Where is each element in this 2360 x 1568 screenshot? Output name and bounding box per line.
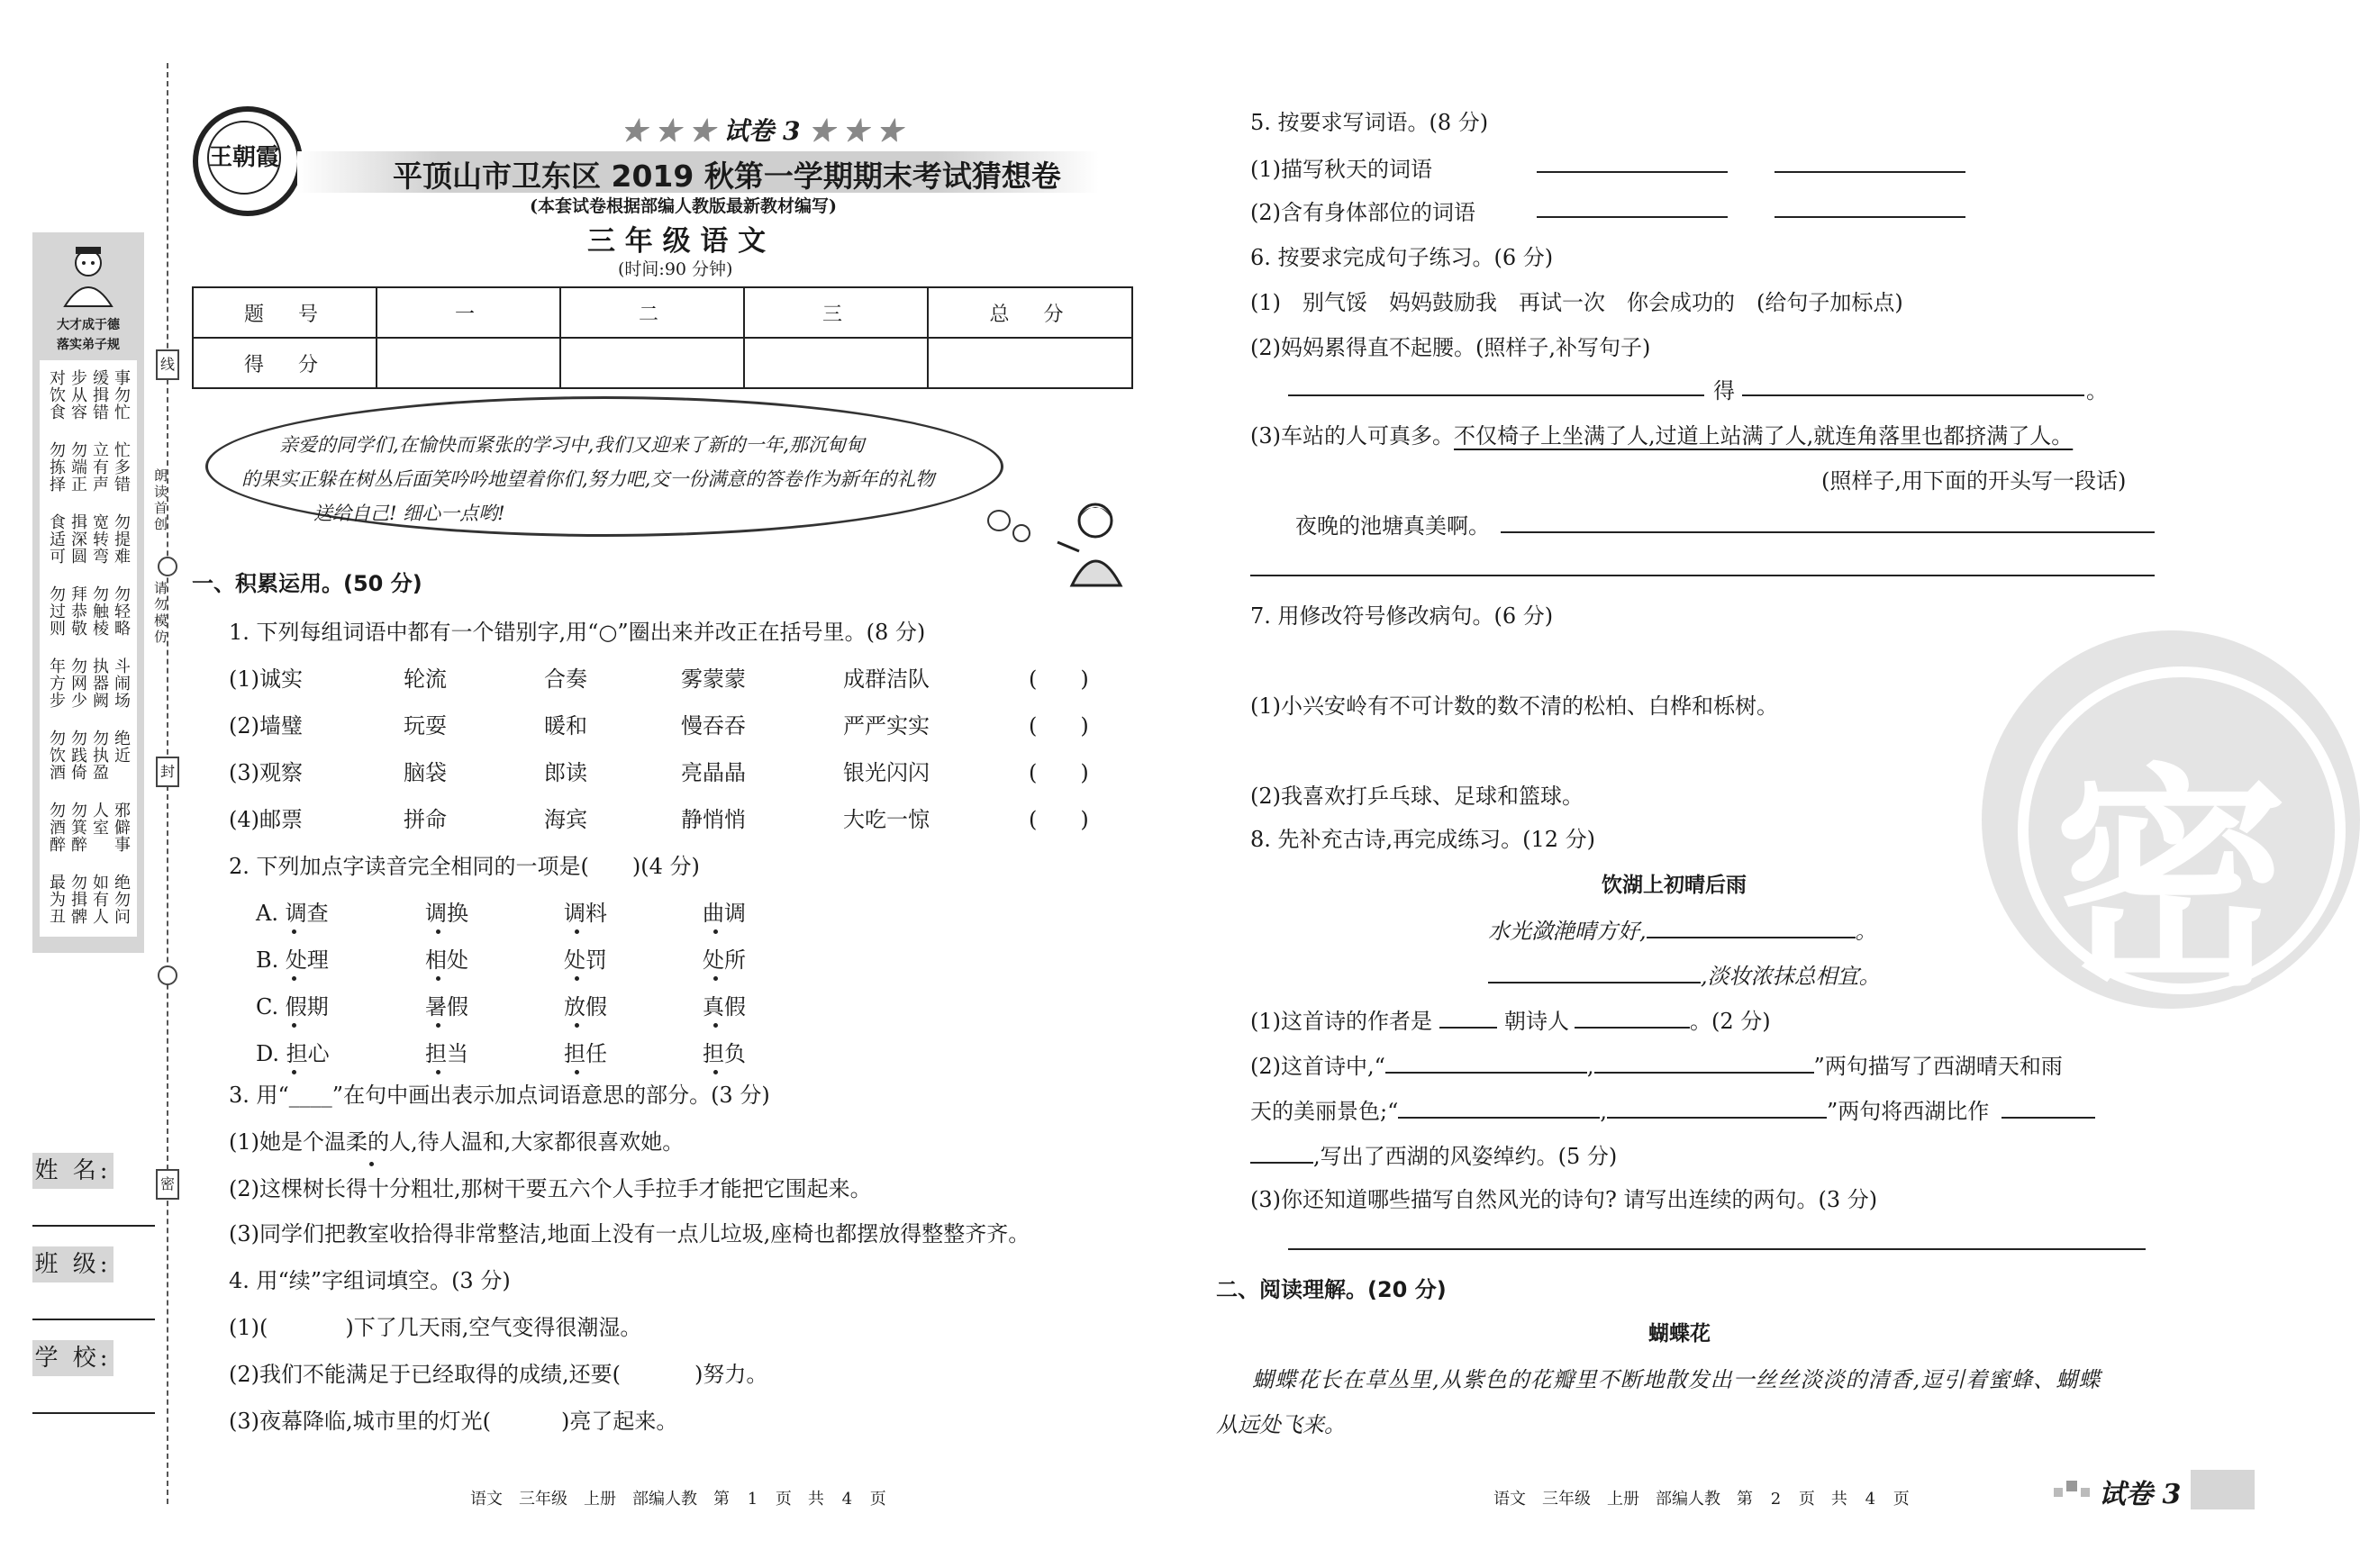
- answer-parentheses[interactable]: ( ): [1029, 807, 1089, 832]
- page-2-footer: 语文 三年级 上册 部编人教 第 2 页 共 4 页: [1493, 1490, 1910, 1509]
- motto-column: 勿酒醉: [47, 802, 66, 853]
- binding-char-seal: 封: [156, 757, 179, 787]
- q1-word[interactable]: 合奏: [544, 666, 587, 692]
- q2-option-word: 担任: [564, 1041, 607, 1066]
- q2-option-word: 放假: [564, 994, 607, 1020]
- score-input-cell[interactable]: [928, 338, 1132, 388]
- question-4: 4. 用“续”字组词填空。(3 分): [229, 1268, 511, 1293]
- answer-blank[interactable]: [621, 1358, 694, 1382]
- question-3: 3. 用“____”在句中画出表示加点词语意思的部分。(3 分): [229, 1083, 770, 1108]
- motto-column: 勿践倚: [68, 730, 87, 781]
- q1-word[interactable]: 大吃一惊: [843, 807, 930, 832]
- answer-line[interactable]: [1288, 1248, 2146, 1250]
- series-label: ★ ★ ★ 试卷 3 ★ ★ ★: [622, 116, 903, 146]
- q1-word[interactable]: 郎读: [544, 760, 587, 785]
- score-cell: 总 分: [928, 287, 1132, 338]
- corner-label: 试卷 3: [2099, 1479, 2182, 1510]
- motto-column: 勿触棱: [90, 585, 109, 637]
- emphasis-dot: [575, 929, 579, 934]
- q2-option-word[interactable]: C. 假期: [256, 994, 329, 1020]
- exam-note: (本套试卷根据部编人教版最新教材编写): [530, 196, 837, 216]
- question-8-item-2-end: ,写出了西湖的风姿绰约。(5 分): [1250, 1138, 1617, 1170]
- emphasis-dot: [436, 976, 440, 981]
- question-6-item-2-end: 。: [2086, 378, 2108, 403]
- score-cell: 三: [744, 287, 928, 338]
- logo-text: 王朝霞: [207, 121, 281, 195]
- exam-time: (时间:90 分钟): [618, 259, 733, 279]
- q2-option-word: 担当: [425, 1041, 468, 1066]
- emphasis-dot: [713, 1023, 718, 1028]
- class-line[interactable]: [32, 1319, 155, 1320]
- score-value-row: [193, 338, 1132, 388]
- motto-column: 勿拣择: [47, 441, 66, 493]
- subject-title: 三 年 级 语 文: [587, 225, 767, 258]
- answer-parentheses[interactable]: ( ): [1029, 713, 1089, 739]
- question-5: 5. 按要求写词语。(8 分): [1250, 110, 1489, 135]
- emphasis-dot: [436, 1023, 440, 1028]
- q2-option-word: 暑假: [425, 994, 468, 1020]
- motto-column: 如有人: [90, 874, 109, 925]
- q2-option-word: 担负: [703, 1041, 746, 1066]
- motto-column: 最为丑: [47, 874, 66, 925]
- binding-hole: [158, 557, 177, 576]
- page-1-footer: 语文 三年级 上册 部编人教 第 1 页 共 4 页: [470, 1490, 886, 1509]
- emphasis-dot: [713, 929, 718, 934]
- q2-option-word[interactable]: B. 处理: [256, 947, 329, 973]
- q2-option-word: 调换: [425, 901, 468, 926]
- section-1-heading: 一、积累运用。(50 分): [192, 571, 422, 596]
- motto-column: 对饮食: [47, 369, 66, 421]
- motto-column: 斗闹场: [112, 657, 131, 709]
- answer-blank[interactable]: [1594, 1048, 1814, 1074]
- question-6: 6. 按要求完成句子练习。(6 分): [1250, 245, 1554, 270]
- q1-word[interactable]: (1)诚实: [229, 666, 303, 692]
- answer-line[interactable]: [1775, 216, 1965, 218]
- emphasis-dot: [292, 976, 296, 981]
- question-8-item-1: (1)这首诗的作者是 朝诗人 。(2 分): [1250, 1003, 1771, 1035]
- cloud-bubble: [1012, 524, 1030, 542]
- binding-note-2: 请勿模仿: [152, 581, 168, 646]
- q1-word[interactable]: 成群洁队: [843, 666, 930, 692]
- emphasis-dot: [713, 1070, 718, 1074]
- motto-heading-1: 大才成于德: [57, 318, 120, 332]
- motto-column: 步从容: [68, 369, 87, 421]
- question-4-item-2: (2)我们不能满足于已经取得的成绩,还要( )努力。: [229, 1356, 767, 1388]
- q2-option-word: 处所: [703, 947, 746, 973]
- motto-column: 年方步: [47, 657, 66, 709]
- score-input-cell[interactable]: [744, 338, 928, 388]
- q1-word[interactable]: 严严实实: [843, 713, 930, 739]
- question-7-item-1[interactable]: (1)小兴安岭有不可计数的数不清的松柏、白桦和栎树。: [1250, 693, 1778, 719]
- q1-word[interactable]: (4)邮票: [229, 807, 303, 832]
- motto-column: 绝近: [112, 730, 131, 764]
- motto-column: 人室: [90, 802, 109, 836]
- q2-option-word: 曲调: [703, 901, 746, 926]
- answer-blank[interactable]: [491, 1405, 561, 1428]
- answer-line[interactable]: [1742, 394, 2084, 396]
- q2-option-word[interactable]: D. 担心: [256, 1041, 330, 1066]
- q1-word[interactable]: 暖和: [544, 713, 587, 739]
- answer-blank[interactable]: [1385, 1048, 1587, 1074]
- q2-option-word[interactable]: A. 调查: [256, 901, 329, 926]
- poem-title: 饮湖上初晴后雨: [1602, 874, 1747, 897]
- q1-word[interactable]: 亮晶晶: [681, 760, 746, 785]
- exam-title: 平顶山市卫东区 2019 秋第一学期期末考试猜想卷: [393, 159, 1061, 194]
- motto-column: 勿箕醉: [68, 802, 87, 853]
- answer-blank[interactable]: [268, 1311, 345, 1335]
- answer-blank[interactable]: [2001, 1093, 2095, 1119]
- motto-column: 绝勿问: [112, 874, 131, 925]
- corner-tag: [2054, 1470, 2255, 1509]
- poem-line-2: ,淡妆浓抹总相宜。: [1488, 958, 1881, 990]
- school-line[interactable]: [32, 1412, 155, 1414]
- q1-word[interactable]: 拼命: [404, 807, 447, 832]
- intro-line-1: 亲爱的同学们,在愉快而紧张的学习中,我们又迎来了新的一年,那沉甸甸: [279, 434, 866, 456]
- score-table: [192, 286, 1133, 389]
- motto-column: 勿端正: [68, 441, 87, 493]
- motto-column: 勿网少: [68, 657, 87, 709]
- answer-line[interactable]: [1537, 216, 1728, 218]
- motto-column: 忙多错: [112, 441, 131, 493]
- passage-line-1: 蝴蝶花长在草丛里,从紫色的花瓣里不断地散发出一丝丝淡淡的清香,逗引着蜜蜂、蝴蝶: [1252, 1367, 2101, 1392]
- motto-column: 缓揖错: [90, 369, 109, 421]
- emphasis-dot: [292, 929, 296, 934]
- q1-word[interactable]: 银光闪闪: [843, 760, 930, 785]
- passage-title: 蝴蝶花: [1648, 1322, 1711, 1346]
- motto-column: 勿执盈: [90, 730, 109, 781]
- intro-line-3: 送给自己! 细心一点哟!: [313, 503, 505, 524]
- question-6-item-3-start: 夜晚的池塘真美啊。: [1295, 513, 1490, 539]
- cloud-bubble: [987, 510, 1011, 531]
- q1-word[interactable]: 雾蒙蒙: [681, 666, 746, 692]
- section-2-heading: 二、阅读理解。(20 分): [1216, 1277, 1447, 1302]
- answer-line[interactable]: [1288, 394, 1704, 396]
- motto-column: 揖深圆: [68, 513, 87, 565]
- q1-word[interactable]: (2)墙璧: [229, 713, 303, 739]
- q1-word[interactable]: 海宾: [544, 807, 587, 832]
- answer-line[interactable]: [1250, 575, 2155, 576]
- answer-parentheses[interactable]: ( ): [1029, 666, 1089, 692]
- question-1: 1. 下列每组词语中都有一个错别字,用“○”圈出来并改正在括号里。(8 分): [229, 620, 926, 645]
- motto-column: 勿轻略: [112, 585, 131, 637]
- question-5-item-1: (1)描写秋天的词语: [1250, 157, 1432, 182]
- intro-line-2: 的果实正躲在树丛后面笑吟吟地望着你们,努力吧,交一份满意的答卷作为新年的礼物: [241, 468, 935, 490]
- motto-column: 勿饮酒: [47, 730, 66, 781]
- motto-column: 拜恭敬: [68, 585, 87, 637]
- motto-column: 邪僻事: [112, 802, 131, 853]
- question-8-item-2: (2)这首诗中,“ , ”两句描写了西湖晴天和雨: [1250, 1048, 2063, 1080]
- q1-word[interactable]: 静悄悄: [681, 807, 746, 832]
- poem-blank[interactable]: [1647, 913, 1856, 938]
- score-input-cell[interactable]: [560, 338, 744, 388]
- binding-hole: [158, 965, 177, 985]
- girl-illustration: [1052, 497, 1126, 587]
- question-3-item-3[interactable]: (3)同学们把教室收拾得非常整洁,地面上没有一点儿垃圾,座椅也都摆放得整整齐齐。: [229, 1221, 1030, 1246]
- question-4-item-3: (3)夜幕降临,城市里的灯光( )亮了起来。: [229, 1403, 677, 1435]
- question-8-item-2-cont: 天的美丽景色;“ , ”两句将西湖比作: [1250, 1093, 2095, 1125]
- emphasis-dot: [436, 929, 440, 934]
- motto-heading-2: 落实弟子规: [57, 338, 120, 352]
- q2-option-word: 真假: [703, 994, 746, 1020]
- answer-blank[interactable]: [1439, 1003, 1497, 1029]
- motto-column: 宽转弯: [90, 513, 109, 565]
- class-label: 班 级:: [32, 1246, 113, 1282]
- answer-line[interactable]: [1501, 531, 2155, 533]
- question-8-item-3: (3)你还知道哪些描写自然风光的诗句? 请写出连续的两句。(3 分): [1250, 1187, 1878, 1212]
- scholar-illustration: [52, 241, 124, 308]
- question-6-item-3-instruction: (照样子,用下面的开头写一段话): [1821, 468, 2127, 494]
- answer-parentheses[interactable]: ( ): [1029, 760, 1089, 785]
- question-8: 8. 先补充古诗,再完成练习。(12 分): [1250, 827, 1596, 852]
- example-sentence: 不仅椅子上坐满了人,过道上站满了人,就连角落里也都挤满了人。: [1454, 423, 2074, 449]
- q2-option-word: 处罚: [564, 947, 607, 973]
- q1-word[interactable]: 慢吞吞: [681, 713, 746, 739]
- binding-note-1: 朗读首创: [152, 468, 168, 533]
- answer-blank[interactable]: [1250, 1138, 1313, 1164]
- answer-blank[interactable]: [1575, 1003, 1690, 1029]
- emphasis-dot: [575, 1070, 579, 1074]
- school-label: 学 校:: [32, 1340, 113, 1376]
- question-3-item-2[interactable]: (2)这棵树长得十分粗壮,那树干要五六个人手拉手才能把它围起来。: [229, 1176, 872, 1201]
- q2-option-word: 调料: [564, 901, 607, 926]
- score-cell: 一: [377, 287, 560, 338]
- answer-blank[interactable]: [1398, 1093, 1600, 1119]
- question-6-item-3: (3)车站的人可真多。不仅椅子上坐满了人,过道上站满了人,就连角落里也都挤满了人。: [1250, 423, 2074, 449]
- emphasis-dot: [575, 1023, 579, 1028]
- emphasis-dot: [575, 976, 579, 981]
- emphasis-dot: [436, 1070, 440, 1074]
- name-line[interactable]: [32, 1225, 155, 1227]
- binding-char-secret: 密: [156, 1169, 179, 1200]
- question-3-item-1[interactable]: (1)她是个温柔的人,待人温和,大家都很喜欢她。: [229, 1129, 685, 1155]
- motto-column: 执器阙: [90, 657, 109, 709]
- question-7: 7. 用修改符号修改病句。(6 分): [1250, 603, 1554, 629]
- emphasis-dot: [713, 976, 718, 981]
- q2-option-word: 相处: [425, 947, 468, 973]
- score-cell: 题 号: [193, 287, 377, 338]
- answer-line[interactable]: [1537, 171, 1728, 173]
- emphasis-dot: [292, 1070, 296, 1074]
- secret-stamp-char: 密: [2054, 746, 2288, 1018]
- poem-line-1: 水光潋滟晴方好, 。: [1488, 913, 1877, 945]
- q1-word[interactable]: 玩耍: [404, 713, 447, 739]
- motto-column: 勿揖髀: [68, 874, 87, 925]
- answer-blank[interactable]: [1607, 1093, 1827, 1119]
- motto-column: 勿提难: [112, 513, 131, 565]
- score-cell: 二: [560, 287, 744, 338]
- score-cell: 得 分: [193, 338, 377, 388]
- question-6-item-2: (2)妈妈累得直不起腰。(照样子,补写句子): [1250, 335, 1651, 360]
- score-input-cell[interactable]: [377, 338, 560, 388]
- emphasis-dot: [292, 1023, 296, 1028]
- question-7-item-2[interactable]: (2)我喜欢打乒乓球、足球和篮球。: [1250, 784, 1584, 809]
- question-5-item-2: (2)含有身体部位的词语: [1250, 200, 1475, 225]
- motto-column: 食适可: [47, 513, 66, 565]
- motto-column: 立有声: [90, 441, 109, 493]
- q1-word[interactable]: 轮流: [404, 666, 447, 692]
- answer-line[interactable]: [1775, 171, 1965, 173]
- score-header-row: [193, 287, 1132, 338]
- binding-char-line: 线: [156, 349, 179, 380]
- question-6-item-1[interactable]: (1) 别气馁 妈妈鼓励我 再试一次 你会成功的 (给句子加标点): [1250, 290, 1903, 315]
- motto-column: 事勿忙: [112, 369, 131, 421]
- question-6-item-2-mid: 得: [1713, 378, 1735, 403]
- question-2: 2. 下列加点字读音完全相同的一项是( )(4 分): [229, 854, 700, 879]
- emphasis-dots: [359, 1140, 384, 1158]
- poem-blank[interactable]: [1488, 958, 1701, 983]
- motto-column: 勿过则: [47, 585, 66, 637]
- q1-word[interactable]: (3)观察: [229, 760, 303, 785]
- name-label: 姓 名:: [32, 1153, 113, 1189]
- passage-line-2: 从远处飞来。: [1216, 1412, 1346, 1437]
- q1-word[interactable]: 脑袋: [404, 760, 447, 785]
- question-4-item-1: (1)( )下了几天雨,空气变得很潮湿。: [229, 1310, 641, 1341]
